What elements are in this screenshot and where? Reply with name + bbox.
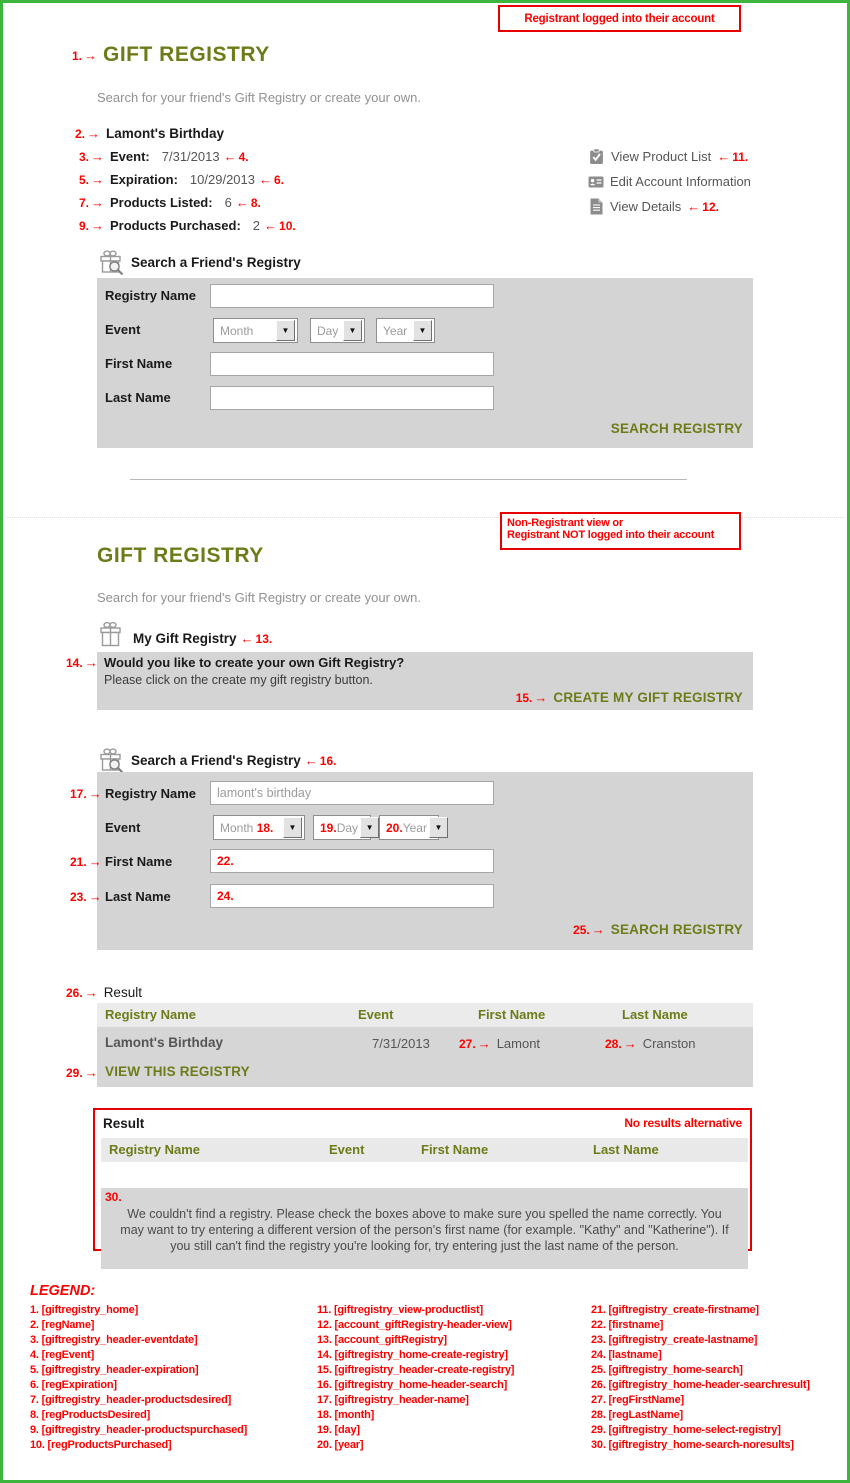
expiration-label: Expiration: bbox=[110, 172, 178, 187]
result-first-name-cell bbox=[459, 1036, 540, 1051]
search-registry-button[interactable]: SEARCH REGISTRY bbox=[610, 922, 743, 937]
legend-item: 2. [regName] bbox=[30, 1319, 95, 1331]
arrow-right-icon: → bbox=[84, 1065, 98, 1080]
annotation-20: 20. bbox=[386, 820, 403, 835]
arrow-left-icon: ← bbox=[235, 195, 249, 210]
dropdown-caret-icon[interactable]: ▼ bbox=[283, 817, 302, 838]
annotation-number: 28. bbox=[605, 1037, 622, 1051]
registry-name-label: Registry Name bbox=[105, 786, 197, 801]
legend-item: 1. [giftregistry_home] bbox=[30, 1304, 139, 1316]
page-title: GIFT REGISTRY bbox=[97, 544, 264, 567]
col-last-name: Last Name bbox=[593, 1142, 659, 1157]
arrow-right-icon: → bbox=[88, 786, 102, 801]
annotation-number: 29. bbox=[66, 1066, 83, 1080]
last-name-label: Last Name bbox=[105, 390, 171, 405]
dropdown-caret-icon[interactable]: ▼ bbox=[343, 320, 362, 341]
arrow-right-icon: → bbox=[88, 854, 102, 869]
annotation-11 bbox=[717, 149, 750, 164]
id-card-icon bbox=[588, 174, 604, 190]
annotation-number: 26. bbox=[66, 986, 83, 1000]
no-results-title: Result bbox=[103, 1116, 145, 1131]
year-select-value bbox=[380, 821, 427, 835]
month-select-value: Month bbox=[220, 323, 254, 338]
annotation-22: 22. bbox=[217, 854, 234, 868]
annotation-number: 12. bbox=[702, 200, 719, 214]
create-registry-instruction: Please click on the create my gift registry button. bbox=[104, 673, 373, 687]
result-title: Result bbox=[103, 985, 142, 1000]
annotation-6 bbox=[259, 172, 286, 187]
arrow-right-icon: → bbox=[87, 126, 101, 141]
annotation-number: 11. bbox=[732, 150, 749, 164]
annotation-5 bbox=[79, 172, 106, 187]
event-value: 7/31/2013 bbox=[161, 149, 220, 164]
section1-subtitle: Search for your friend's Gift Registry or create your own. bbox=[97, 90, 421, 105]
gift-search-icon bbox=[97, 249, 124, 276]
annotation-30: 30. bbox=[105, 1190, 122, 1204]
annotation-12 bbox=[687, 199, 721, 214]
legend-item: 19. [day] bbox=[317, 1424, 360, 1436]
last-name-input[interactable] bbox=[210, 386, 494, 410]
day-select[interactable] bbox=[313, 815, 374, 840]
annotation-2 bbox=[75, 126, 102, 141]
legend-column-3 bbox=[591, 1303, 810, 1453]
col-registry-name: Registry Name bbox=[109, 1142, 201, 1157]
legend-item: 17. [giftregistry_header-name] bbox=[317, 1394, 469, 1406]
annotation-number: 15. bbox=[515, 691, 533, 705]
annotation-number: 9. bbox=[79, 219, 90, 233]
legend-item: 8. [regProductsDesired] bbox=[30, 1409, 151, 1421]
annotation-number: 8. bbox=[250, 196, 261, 210]
first-name-label: First Name bbox=[105, 854, 173, 869]
month-select[interactable] bbox=[213, 815, 305, 840]
no-results-panel bbox=[93, 1108, 752, 1251]
legend-item: 18. [month] bbox=[317, 1409, 375, 1421]
clipboard-check-icon bbox=[588, 148, 605, 165]
col-registry-name: Registry Name bbox=[105, 1007, 197, 1022]
arrow-right-icon: → bbox=[88, 889, 102, 904]
edit-account-information-label: Edit Account Information bbox=[610, 174, 751, 189]
legend-item: 14. [giftregistry_home-create-registry] bbox=[317, 1349, 508, 1361]
my-gift-registry-title-row bbox=[133, 631, 274, 646]
arrow-right-icon: → bbox=[91, 172, 105, 187]
registry-name-label: Registry Name bbox=[105, 288, 197, 303]
legend-item: 10. [regProductsPurchased] bbox=[30, 1439, 172, 1451]
registry-info-row bbox=[79, 218, 298, 233]
legend-item: 11. [giftregistry_view-productlist] bbox=[317, 1304, 483, 1316]
col-last-name: Last Name bbox=[622, 1007, 688, 1022]
arrow-right-icon: → bbox=[591, 922, 605, 937]
dropdown-caret-icon[interactable]: ▼ bbox=[413, 320, 432, 341]
registry-info-row bbox=[79, 195, 263, 210]
legend-item: 13. [account_giftRegistry] bbox=[317, 1334, 447, 1346]
legend-item: 15. [giftregistry_header-create-registry] bbox=[317, 1364, 515, 1376]
form2-title: Search a Friend's Registry bbox=[131, 753, 301, 768]
last-name-label: Last Name bbox=[105, 889, 171, 904]
form2-title-row bbox=[131, 753, 338, 768]
year-placeholder: Year bbox=[402, 820, 427, 835]
annotation-3 bbox=[79, 149, 106, 164]
legend-item: 21. [giftregistry_create-firstname] bbox=[591, 1304, 759, 1316]
event-label: Event bbox=[105, 322, 141, 337]
arrow-right-icon: → bbox=[91, 149, 105, 164]
legend-item: 9. [giftregistry_header-productspurchased] bbox=[30, 1424, 248, 1436]
year-select-value: Year bbox=[383, 323, 408, 338]
no-results-message-area bbox=[101, 1188, 748, 1269]
section-divider bbox=[130, 479, 687, 480]
col-first-name: First Name bbox=[421, 1142, 489, 1157]
annotation-number: 7. bbox=[79, 196, 90, 210]
annotation-number: 6. bbox=[274, 173, 285, 187]
view-details-link[interactable] bbox=[588, 194, 751, 219]
annotation-number: 23. bbox=[70, 890, 87, 904]
callout-registrant-logged-in bbox=[498, 5, 741, 32]
no-results-badge: No results alternative bbox=[624, 1116, 742, 1130]
first-name-input[interactable] bbox=[210, 849, 494, 873]
section1-title-row bbox=[72, 43, 270, 67]
result-table-header bbox=[97, 1003, 753, 1027]
day-select-value bbox=[314, 821, 358, 835]
create-registry-row bbox=[516, 690, 743, 705]
month-placeholder: Month bbox=[220, 820, 254, 835]
annotation-number: 3. bbox=[79, 150, 90, 164]
view-product-list-label: View Product List bbox=[611, 149, 712, 164]
annotation-number: 21. bbox=[70, 855, 87, 869]
callout-non-registrant-line2: Registrant NOT logged into their account bbox=[507, 529, 715, 541]
products-listed-value: 6 bbox=[224, 195, 232, 210]
registry-name-input[interactable] bbox=[210, 781, 494, 805]
callout-non-registrant-line1: Non-Registrant view or bbox=[507, 517, 624, 529]
result-registry-name: Lamont's Birthday bbox=[105, 1035, 223, 1050]
create-registry-panel bbox=[66, 652, 753, 710]
view-product-list-link[interactable] bbox=[588, 144, 751, 169]
annotation-16 bbox=[305, 753, 339, 768]
annotation-10 bbox=[264, 218, 298, 233]
arrow-left-icon: ← bbox=[240, 631, 254, 646]
view-this-registry-link[interactable]: VIEW THIS REGISTRY bbox=[105, 1064, 250, 1079]
page-title: GIFT REGISTRY bbox=[103, 43, 270, 66]
annotation-7 bbox=[79, 195, 106, 210]
annotation-28 bbox=[605, 1036, 639, 1051]
annotation-26 bbox=[66, 985, 100, 1000]
dropdown-caret-icon[interactable]: ▼ bbox=[276, 320, 295, 341]
search-registry-form bbox=[97, 278, 753, 448]
arrow-left-icon: ← bbox=[304, 753, 318, 768]
legend-item: 28. [regLastName] bbox=[591, 1409, 683, 1421]
annotation-number: 4. bbox=[238, 150, 249, 164]
annotation-29 bbox=[66, 1065, 100, 1080]
legend-item: 7. [giftregistry_header-productsdesired] bbox=[30, 1394, 232, 1406]
event-label: Event: bbox=[110, 149, 150, 164]
legend-title: LEGEND: bbox=[30, 1283, 96, 1299]
arrow-left-icon: ← bbox=[264, 218, 278, 233]
legend-item: 16. [giftregistry_home-header-search] bbox=[317, 1379, 508, 1391]
my-gift-registry-title: My Gift Registry bbox=[133, 631, 237, 646]
annotation-number: 2. bbox=[75, 127, 86, 141]
annotation-number: 5. bbox=[79, 173, 90, 187]
annotation-1 bbox=[72, 48, 99, 63]
legend-item: 5. [giftregistry_header-expiration] bbox=[30, 1364, 199, 1376]
legend-item: 23. [giftregistry_create-lastname] bbox=[591, 1334, 758, 1346]
legend-item: 20. [year] bbox=[317, 1439, 364, 1451]
arrow-right-icon: → bbox=[534, 690, 548, 705]
legend-item: 25. [giftregistry_home-search] bbox=[591, 1364, 743, 1376]
callout-non-registrant bbox=[500, 512, 741, 550]
registry-info-row bbox=[79, 172, 286, 187]
legend-item: 3. [giftregistry_header-eventdate] bbox=[30, 1334, 198, 1346]
annotation-number: 25. bbox=[573, 923, 590, 937]
registry-actions bbox=[588, 144, 751, 219]
legend-column-2 bbox=[317, 1303, 514, 1453]
products-listed-label: Products Listed: bbox=[110, 195, 213, 210]
legend-column-1 bbox=[30, 1303, 247, 1453]
result-last-name: Cranston bbox=[642, 1036, 696, 1051]
col-event: Event bbox=[329, 1142, 365, 1157]
legend-item: 27. [regFirstName] bbox=[591, 1394, 684, 1406]
month-select[interactable] bbox=[213, 318, 298, 343]
callout-registrant-text: Registrant logged into their account bbox=[524, 12, 715, 25]
result-title-row bbox=[66, 985, 142, 1000]
create-my-gift-registry-button[interactable]: CREATE MY GIFT REGISTRY bbox=[553, 690, 743, 705]
day-placeholder: Day bbox=[336, 820, 359, 835]
annotation-13 bbox=[241, 631, 275, 646]
annotation-number: 13. bbox=[255, 632, 273, 646]
col-first-name: First Name bbox=[478, 1007, 546, 1022]
result-event: 7/31/2013 bbox=[372, 1036, 430, 1051]
annotation-24: 24. bbox=[217, 889, 234, 903]
section2-subtitle: Search for your friend's Gift Registry or create your own. bbox=[97, 590, 421, 605]
annotation-8 bbox=[236, 195, 263, 210]
legend-item: 6. [regExpiration] bbox=[30, 1379, 117, 1391]
result-last-name-cell bbox=[605, 1036, 695, 1051]
legend-item: 22. [firstname] bbox=[591, 1319, 664, 1331]
day-select-value: Day bbox=[317, 323, 339, 338]
annotation-14 bbox=[66, 655, 100, 670]
registry-name-row bbox=[75, 126, 224, 141]
annotation-23 bbox=[70, 889, 104, 904]
annotation-number: 27. bbox=[459, 1037, 476, 1051]
year-select[interactable] bbox=[376, 318, 435, 343]
annotation-number: 14. bbox=[66, 656, 83, 670]
create-registry-prompt: Would you like to create your own Gift Registry? bbox=[104, 655, 405, 670]
annotation-27 bbox=[459, 1036, 493, 1051]
last-name-input[interactable] bbox=[210, 884, 494, 908]
first-name-label: First Name bbox=[105, 356, 173, 371]
result-first-name: Lamont bbox=[496, 1036, 541, 1051]
annotation-19: 19. bbox=[320, 820, 337, 835]
arrow-right-icon: → bbox=[477, 1036, 491, 1051]
dropdown-caret-icon[interactable]: ▼ bbox=[429, 817, 448, 838]
annotation-15 bbox=[516, 690, 550, 705]
legend-item: 24. [lastname] bbox=[591, 1349, 662, 1361]
annotation-number: 17. bbox=[70, 787, 87, 801]
arrow-right-icon: → bbox=[623, 1036, 637, 1051]
arrow-right-icon: → bbox=[91, 195, 105, 210]
legend-item: 4. [regEvent] bbox=[30, 1349, 95, 1361]
day-select[interactable] bbox=[310, 318, 365, 343]
event-label: Event bbox=[105, 820, 141, 835]
legend-item: 29. [giftregistry_home-select-registry] bbox=[591, 1424, 781, 1436]
annotation-17 bbox=[70, 786, 104, 801]
arrow-left-icon: ← bbox=[717, 149, 731, 164]
result-view-row bbox=[66, 1058, 753, 1087]
annotation-4 bbox=[224, 149, 251, 164]
registry-name-input[interactable] bbox=[210, 284, 494, 308]
search-registry-button[interactable]: SEARCH REGISTRY bbox=[610, 421, 743, 436]
document-icon bbox=[588, 198, 604, 215]
annotation-18: 18. bbox=[256, 820, 274, 835]
gift-search-icon bbox=[97, 747, 124, 774]
legend-item: 30. [giftregistry_home-search-noresults] bbox=[591, 1439, 794, 1451]
view-details-label: View Details bbox=[610, 199, 682, 214]
arrow-right-icon: → bbox=[84, 985, 98, 1000]
annotation-21 bbox=[70, 854, 104, 869]
products-purchased-label: Products Purchased: bbox=[110, 218, 241, 233]
no-results-table-header bbox=[101, 1138, 748, 1162]
registry-name: Lamont's Birthday bbox=[106, 126, 224, 141]
arrow-left-icon: ← bbox=[687, 199, 701, 214]
no-results-message: We couldn't find a registry. Please check the boxes above to make sure you spelled the name correctly. You may want to try entering a different version of the person's first name (for example. "Kathy" and "Katherine"). If you still can't find the registry you're looking for, try entering just the last name of the person. bbox=[120, 1207, 729, 1253]
edit-account-information-link[interactable] bbox=[588, 169, 751, 194]
annotation-number: 16. bbox=[319, 754, 337, 768]
registry-info-row bbox=[79, 149, 251, 164]
gift-icon bbox=[97, 620, 124, 648]
products-purchased-value: 2 bbox=[252, 218, 261, 233]
arrow-left-icon: ← bbox=[223, 149, 237, 164]
year-select[interactable] bbox=[379, 815, 443, 840]
dropdown-caret-icon[interactable]: ▼ bbox=[360, 817, 379, 838]
search-registry-row bbox=[573, 922, 743, 937]
search-registry-form-annotated bbox=[70, 772, 753, 950]
month-select-value bbox=[214, 821, 281, 835]
arrow-right-icon: → bbox=[84, 47, 98, 63]
legend-item: 12. [account_giftRegistry-header-view] bbox=[317, 1319, 512, 1331]
result-table bbox=[66, 1003, 753, 1087]
arrow-left-icon: ← bbox=[259, 172, 272, 187]
annotation-number: 10. bbox=[279, 219, 296, 233]
annotation-25 bbox=[573, 922, 607, 937]
form1-title: Search a Friend's Registry bbox=[131, 255, 301, 270]
legend-item: 26. [giftregistry_home-header-searchresult] bbox=[591, 1379, 810, 1391]
col-event: Event bbox=[358, 1007, 394, 1022]
result-row bbox=[97, 1027, 753, 1058]
arrow-right-icon: → bbox=[84, 655, 98, 670]
annotation-9 bbox=[79, 218, 106, 233]
expiration-value: 10/29/2013 bbox=[189, 172, 255, 187]
arrow-right-icon: → bbox=[91, 218, 105, 233]
first-name-input[interactable] bbox=[210, 352, 494, 376]
annotation-number: 1. bbox=[72, 48, 83, 63]
